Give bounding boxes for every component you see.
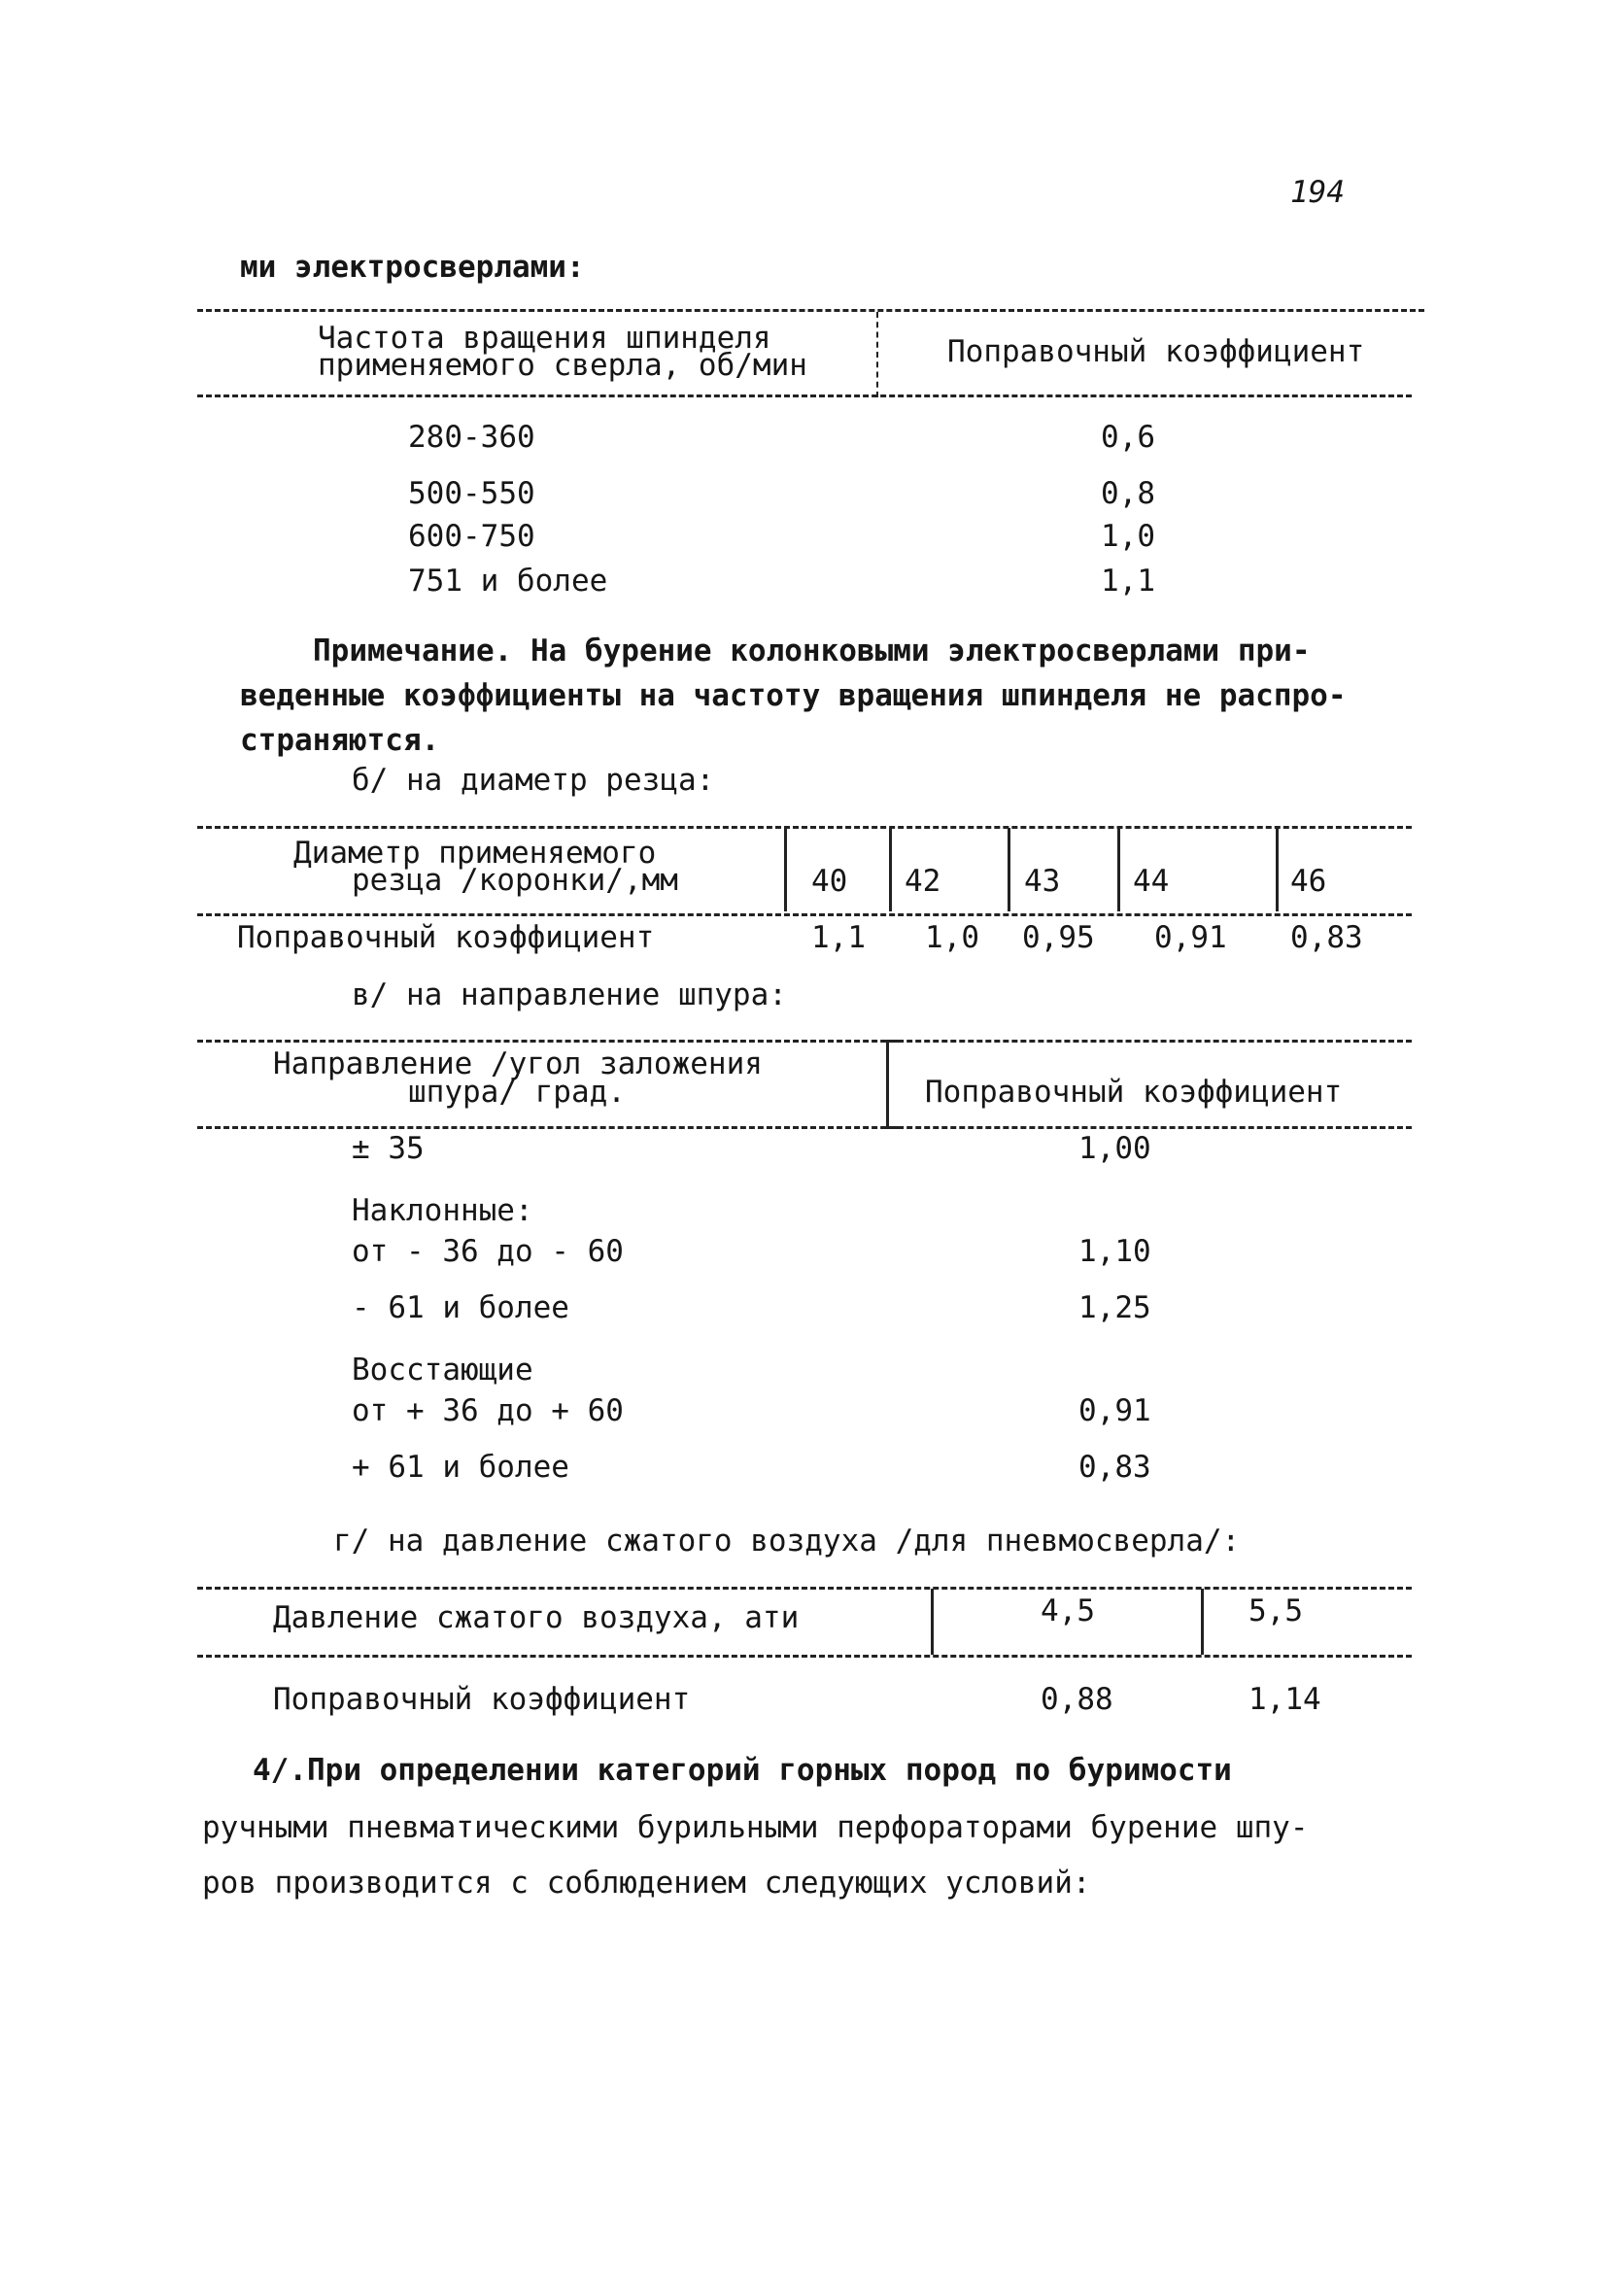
table-rpm-header-left-line2: применяемого сверла, об/мин [318, 348, 807, 383]
table-rpm-top-rule [197, 309, 1424, 312]
table-diameter-separator [1008, 828, 1010, 911]
table-direction-coef: 0,83 [1078, 1450, 1151, 1485]
table-direction-group-incline: Наклонные: [352, 1193, 533, 1228]
note-line-3: страняются. [240, 723, 440, 758]
table-direction-row-label: от + 36 до + 60 [352, 1393, 624, 1428]
table-diameter-coef: 0,83 [1290, 920, 1363, 955]
table-diameter-separator [784, 828, 787, 911]
table-pressure-header-rule [197, 1655, 1412, 1658]
table-pressure-top-rule [197, 1587, 1412, 1590]
table-direction-header-rule [197, 1126, 1412, 1129]
table-direction-header-right: Поправочный коэффициент [925, 1075, 1343, 1110]
table-diameter-header-line1: Диаметр применяемого [293, 836, 657, 871]
note-line-2: веденные коэффициенты на частоту вращения шпинделя не распро- [240, 678, 1347, 713]
table-diameter-value: 44 [1133, 864, 1170, 899]
table-rpm-header-rule [197, 394, 1412, 397]
table-direction-row-label: ± 35 [352, 1131, 425, 1166]
table-direction-bracket-top [886, 1040, 902, 1043]
table-rpm-coef: 1,0 [1101, 519, 1155, 554]
table-direction-coef: 1,25 [1078, 1290, 1151, 1325]
table-rpm-column-separator [876, 312, 878, 397]
table-diameter-coef: 1,0 [925, 920, 979, 955]
table-rpm-range: 280-360 [408, 420, 535, 455]
table-diameter-separator [1117, 828, 1120, 911]
table-rpm-header-right: Поправочный коэффициент [947, 334, 1365, 369]
table-diameter-separator [1276, 828, 1279, 911]
section-g-heading: г/ на давление сжатого воздуха /для пневмосверла/: [333, 1524, 1241, 1559]
table-rpm-range: 500-550 [408, 476, 535, 511]
table-diameter-separator [889, 828, 892, 911]
table-diameter-top-rule [197, 826, 1412, 829]
page-number: 194 [1290, 175, 1345, 210]
table-pressure-header-left: Давление сжатого воздуха, ати [273, 1600, 800, 1635]
section-v-heading: в/ на направление шпура: [352, 977, 787, 1012]
table-rpm-coef: 0,6 [1101, 420, 1155, 455]
table-direction-coef: 1,10 [1078, 1234, 1151, 1269]
table-diameter-coef: 1,1 [811, 920, 866, 955]
table-diameter-value: 46 [1290, 864, 1327, 899]
table-diameter-coef: 0,95 [1022, 920, 1095, 955]
table-diameter-header-rule [197, 913, 1412, 916]
table-pressure-separator [931, 1589, 934, 1655]
table-direction-top-rule [197, 1040, 1412, 1043]
section-b-heading: б/ на диаметр резца: [352, 763, 715, 798]
table-diameter-value: 42 [905, 864, 941, 899]
closing-line-3: ров производится с соблюдением следующих условий: [202, 1866, 1091, 1901]
table-rpm-header-left-line1: Частота вращения шпинделя [318, 321, 771, 356]
table-pressure-row-label: Поправочный коэффициент [273, 1682, 691, 1717]
table-diameter-value: 43 [1024, 864, 1061, 899]
table-rpm-range: 751 и более [408, 564, 608, 599]
note-line-1: Примечание. На бурение колонковыми электросверлами при- [313, 634, 1311, 668]
table-direction-column-separator [886, 1042, 889, 1129]
table-direction-row-label: + 61 и более [352, 1450, 569, 1485]
table-direction-row-label: - 61 и более [352, 1290, 569, 1325]
table-pressure-value: 5,5 [1248, 1593, 1303, 1628]
table-pressure-coef: 1,14 [1248, 1682, 1321, 1717]
closing-line-1: 4/.При определении категорий горных пород по буримости [253, 1753, 1232, 1788]
table-rpm-coef: 0,8 [1101, 476, 1155, 511]
table-diameter-coef: 0,91 [1154, 920, 1227, 955]
table-direction-coef: 0,91 [1078, 1393, 1151, 1428]
table-diameter-header-line2: резца /коронки/,мм [352, 863, 678, 898]
table-diameter-value: 40 [811, 864, 848, 899]
table-direction-group-rising: Восстающие [352, 1353, 533, 1388]
table-pressure-separator [1201, 1589, 1204, 1655]
table-pressure-value: 4,5 [1041, 1593, 1095, 1628]
closing-line-2: ручными пневматическими бурильными перфораторами бурение шпу- [202, 1810, 1309, 1845]
table-direction-row-label: от - 36 до - 60 [352, 1234, 624, 1269]
table-direction-coef: 1,00 [1078, 1131, 1151, 1166]
table-rpm-coef: 1,1 [1101, 564, 1155, 599]
intro-line: ми электросверлами: [240, 250, 585, 285]
table-direction-header-line2: шпура/ град. [408, 1075, 626, 1110]
table-rpm-range: 600-750 [408, 519, 535, 554]
table-diameter-row-label: Поправочный коэффициент [237, 920, 655, 955]
table-pressure-coef: 0,88 [1041, 1682, 1113, 1717]
table-direction-header-line1: Направление /угол заложения [273, 1046, 763, 1081]
